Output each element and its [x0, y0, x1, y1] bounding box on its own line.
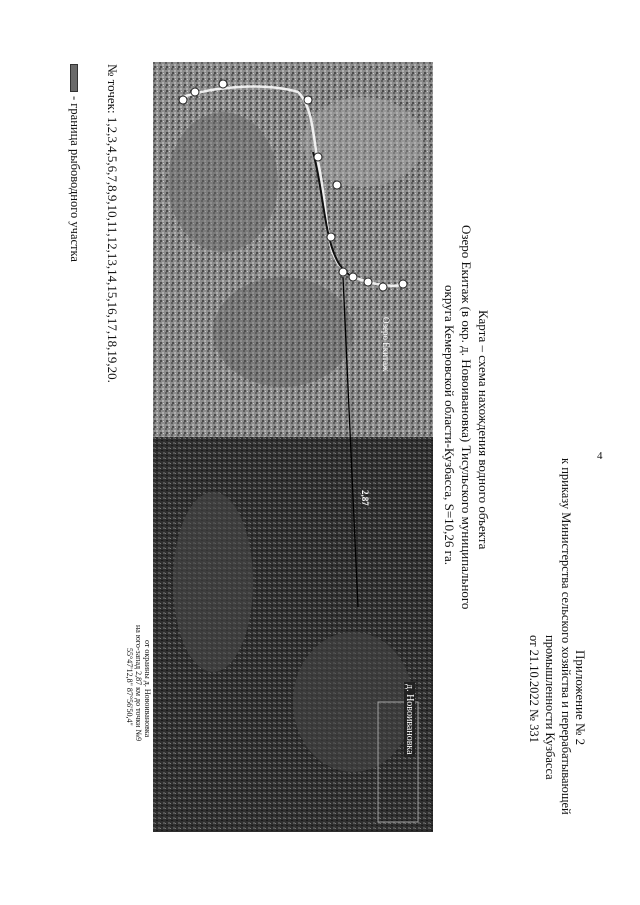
distance-note-line-3: 55°47'12,8" 87°56'50,4"	[125, 648, 134, 726]
distance-label: 2,87	[360, 490, 370, 506]
legend-label: - граница рыбоводного участка	[68, 96, 82, 262]
village-label: д. Новоивановка	[404, 684, 415, 755]
map-heading-line-1: Карта – схема нахождения водного объекта	[476, 310, 491, 550]
satellite-map	[153, 62, 433, 832]
lake-label: Озеро Екитаж	[381, 317, 391, 372]
page-number: 4	[597, 450, 603, 462]
distance-note-line-2: на юго-запад 2,87 км до точки №9	[134, 625, 143, 742]
distance-note-line-1: от окраины д. Новоивановка	[143, 640, 152, 738]
appendix-line-1: к приказу Министерства сельского хозяйства и перерабатывающей	[559, 458, 573, 815]
appendix-line-2: промышленности Кузбасса	[543, 635, 557, 780]
points-list: № точек: 1,2,3,4,5,6,7,8,9,10,11,12,13,14,15,16,17,18,19,20.	[105, 64, 120, 383]
legend-swatch	[70, 64, 78, 92]
map-heading-line-3: округа Кемеровской области-Кузбасса, S=10,26 га.	[442, 285, 457, 566]
map-heading-line-2: Озеро Екитаж (в окр. д. Новоивановка) Тисульского муниципального	[459, 225, 474, 610]
map-image	[153, 62, 433, 832]
appendix-date-line: от 21.10.2022 № 331	[527, 635, 541, 743]
appendix-title: Приложение № 2	[573, 650, 588, 746]
